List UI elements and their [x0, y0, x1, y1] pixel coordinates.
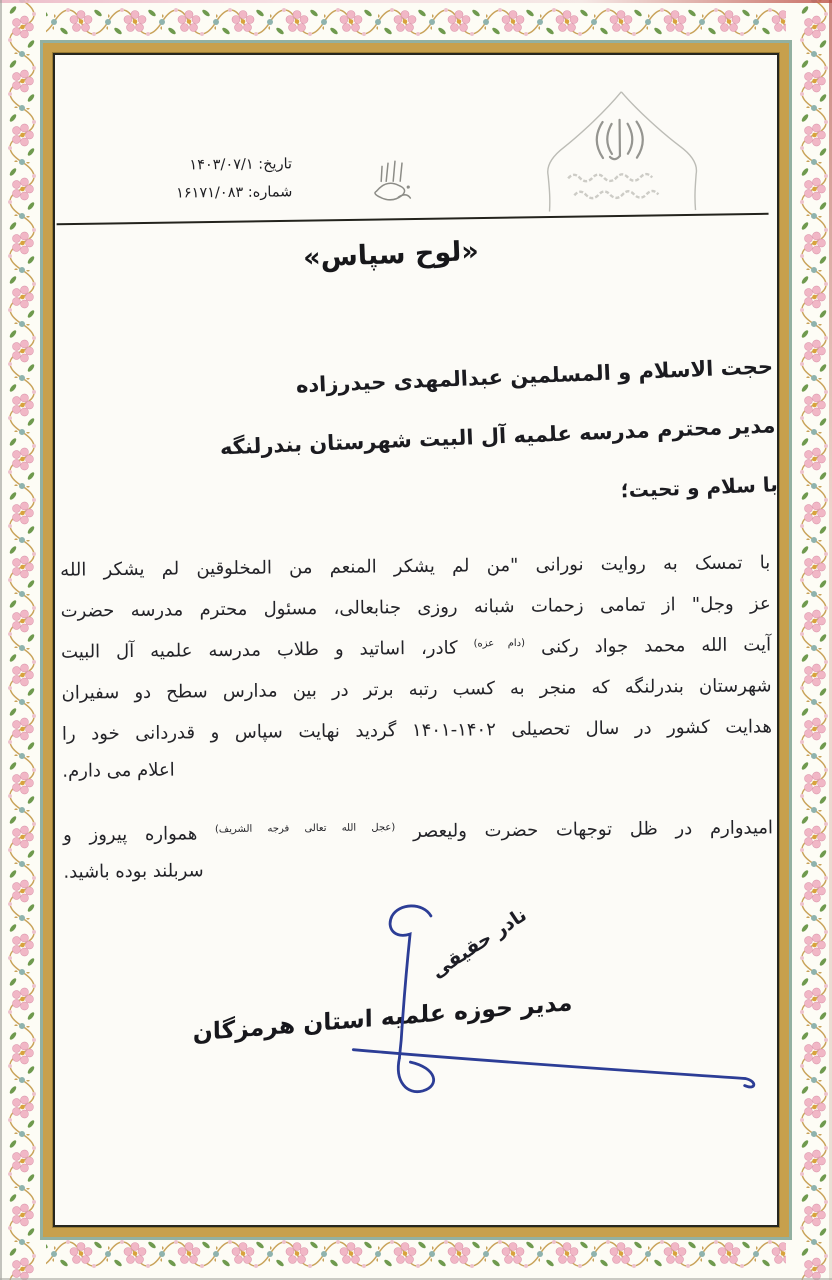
- number-row: [124, 178, 292, 208]
- salutation: با سلام و تحیت؛: [620, 472, 779, 503]
- certificate-title: «لوح سپاس»: [302, 235, 480, 274]
- date-value: ۱۴۰۳/۰۷/۱: [189, 156, 254, 174]
- number-label: شماره:: [247, 184, 293, 201]
- paragraph-1: [60, 538, 773, 791]
- seminary-seal-dome-icon: [533, 88, 706, 218]
- calligraphy-stamp-icon: [368, 157, 417, 211]
- body-line: هدایت کشور در سال تحصیلی ۱۴۰۲-۱۴۰۱ گردید نهایت سپاس و قدردانی خود را: [61, 716, 773, 745]
- body-line: عز وجل" از تمامی زحمات شبانه روزی جنابعالی، مسئول محترم مدرسه حضرت: [60, 593, 771, 622]
- body-line: امیدوارم در ظل توجهات حضرت ولیعصر $^{(عجل الله تعالی فرجه الشریف)}$ همواره پیروز و: [62, 817, 774, 846]
- body-text: [60, 538, 774, 892]
- body-line: شهرستان بندرلنگه که منجر به کسب رتبه برتر در بین مدارس سطح دو سفیران: [61, 675, 772, 704]
- recipient-position: مدیر محترم مدرسه علمیه آل البیت شهرستان بندرلنگه: [219, 413, 776, 460]
- date-row: [124, 150, 292, 180]
- signature-name: نادر حقیقی: [427, 903, 531, 983]
- seal-text-illegible: [568, 174, 658, 198]
- signature-title: مدیر حوزه علمیه استان هرمزگان: [192, 988, 573, 1047]
- paragraph-2: [63, 803, 774, 892]
- number-value: ۱۶۱۷۱/۰۸۳: [175, 184, 244, 202]
- scan-edge-left: [0, 0, 2, 1280]
- date-label: تاریخ:: [258, 156, 293, 173]
- letterhead-meta: [124, 150, 293, 208]
- body-line: اعلام می دارم.: [62, 759, 175, 782]
- body-line: سربلند بوده باشید.: [63, 860, 204, 883]
- body-line: آیت الله محمد جواد رکنی $^{(دام عزه)}$ کادر، اساتید و طلاب مدرسه علمیه آل البیت: [60, 634, 772, 663]
- scan-edge-top: [0, 0, 832, 3]
- header-divider: [57, 213, 769, 226]
- recipient-block: [52, 337, 779, 543]
- certificate-content: [49, 51, 783, 1228]
- recipient-name: حجت الاسلام و المسلمین عبدالمهدی حیدرزاده: [295, 354, 774, 398]
- iran-emblem-icon: [597, 120, 643, 160]
- body-line: با تمسک به روایت نورانی "من لم یشکر المنعم من المخلوقین لم یشکر الله: [60, 552, 771, 581]
